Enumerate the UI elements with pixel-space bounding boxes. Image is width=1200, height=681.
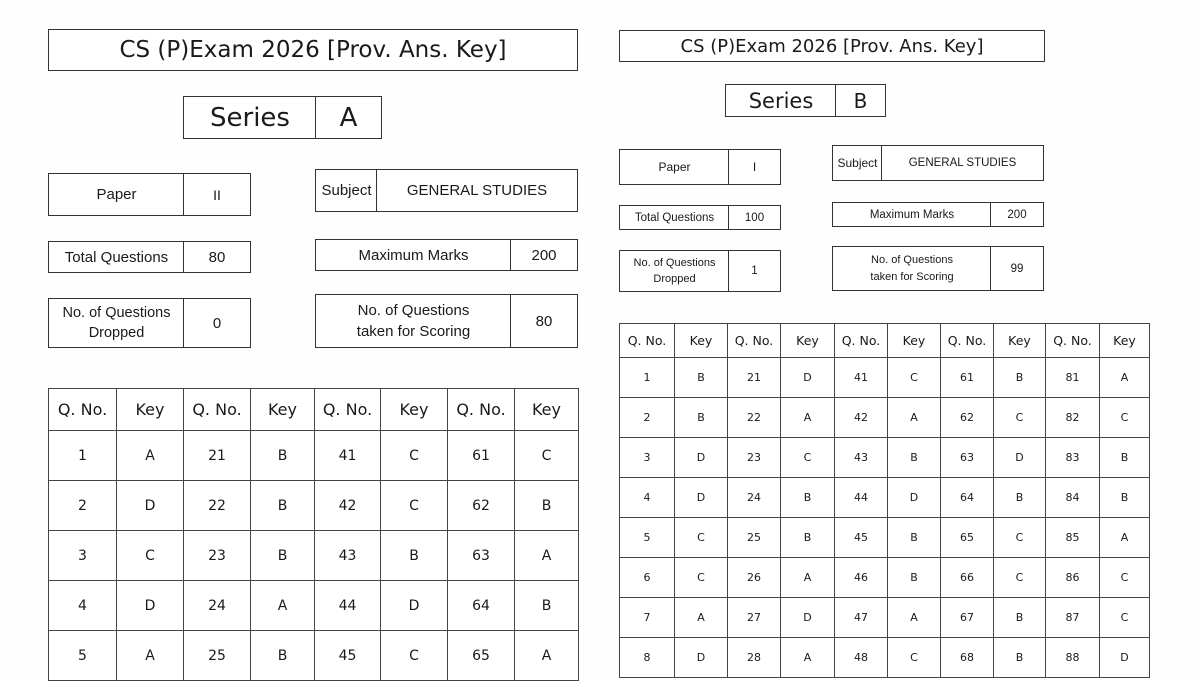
question-number-cell: 45: [315, 631, 381, 681]
table-row: [620, 438, 1150, 478]
series-a-scoring-label-text: No. of Questions taken for Scoring: [356, 302, 471, 340]
header-key: Key: [888, 324, 941, 358]
series-b-paper-value-text: I: [752, 160, 757, 174]
series-b-paper-label: [619, 149, 730, 185]
series-b-max-marks-label-text: Maximum Marks: [869, 208, 955, 221]
question-number-cell: 42: [835, 398, 888, 438]
question-number-cell: 42: [315, 481, 381, 531]
answer-key-cell: A: [1100, 358, 1150, 398]
series-a-scoring-value: [510, 294, 578, 348]
series-b-series-label: [725, 84, 837, 117]
series-b-dropped-label-text: No. of Questions Dropped: [633, 256, 716, 285]
series-b-total-questions-value-text: 100: [744, 211, 765, 224]
answer-key-cell: A: [1100, 518, 1150, 558]
series-b-max-marks-value-text: 200: [1007, 208, 1027, 221]
answer-key-cell: A: [781, 398, 835, 438]
answer-key-cell: B: [675, 358, 728, 398]
table-row: [620, 398, 1150, 438]
question-number-cell: 23: [728, 438, 781, 478]
answer-key-cell: D: [994, 438, 1046, 478]
series-a-max-marks-value: [510, 239, 578, 271]
series-a-dropped-value-text: 0: [212, 314, 222, 332]
question-number-cell: 3: [49, 531, 117, 581]
series-a-series-label: [183, 96, 317, 139]
answer-key-cell: B: [994, 358, 1046, 398]
question-number-cell: 5: [49, 631, 117, 681]
answer-key-cell: C: [381, 481, 448, 531]
answer-key-cell: A: [117, 631, 184, 681]
series-b-series-value: [835, 84, 886, 117]
series-a-answer-table: [48, 388, 579, 681]
question-number-cell: 5: [620, 518, 675, 558]
series-a-subject-label-text: Subject: [321, 182, 372, 199]
table-header-row: [620, 324, 1150, 358]
question-number-cell: 43: [315, 531, 381, 581]
series-a-total-questions-value-text: 80: [208, 248, 226, 266]
series-a-paper-value: [183, 173, 251, 216]
series-a-max-marks-value-text: 200: [531, 246, 557, 264]
question-number-cell: 21: [184, 431, 251, 481]
series-a-dropped-label-text: No. of Questions Dropped: [62, 304, 171, 341]
header-key: Key: [515, 389, 579, 431]
series-b-total-questions-label: [619, 205, 730, 230]
question-number-cell: 86: [1046, 558, 1100, 598]
answer-key-cell: B: [675, 398, 728, 438]
question-number-cell: 41: [315, 431, 381, 481]
answer-key-cell: B: [781, 478, 835, 518]
series-b-subject-label: [832, 145, 883, 181]
series-b-subject-value: [881, 145, 1044, 181]
series-a-total-questions-label: [48, 241, 185, 273]
question-number-cell: 87: [1046, 598, 1100, 638]
answer-key-cell: D: [675, 478, 728, 518]
table-row: [620, 598, 1150, 638]
answer-key-cell: B: [381, 531, 448, 581]
answer-key-cell: D: [117, 581, 184, 631]
question-number-cell: 82: [1046, 398, 1100, 438]
answer-key-cell: C: [781, 438, 835, 478]
question-number-cell: 24: [184, 581, 251, 631]
series-a-series-value-text: A: [339, 102, 358, 133]
answer-key-cell: C: [675, 518, 728, 558]
series-a-max-marks-label-text: Maximum Marks: [358, 246, 469, 264]
answer-key-cell: D: [675, 638, 728, 678]
header-question-no: Q. No.: [315, 389, 381, 431]
question-number-cell: 4: [49, 581, 117, 631]
answer-key-cell: B: [888, 558, 941, 598]
question-number-cell: 23: [184, 531, 251, 581]
series-a-dropped-label: [48, 298, 185, 348]
question-number-cell: 81: [1046, 358, 1100, 398]
series-b-max-marks-value: [990, 202, 1044, 227]
answer-key-cell: C: [888, 638, 941, 678]
question-number-cell: 7: [620, 598, 675, 638]
answer-key-cell: C: [675, 558, 728, 598]
answer-key-cell: A: [515, 631, 579, 681]
series-a-title-text: CS (P)Exam 2026 [Prov. Ans. Key]: [119, 37, 507, 63]
header-question-no: Q. No.: [835, 324, 888, 358]
answer-key-cell: B: [251, 631, 315, 681]
table-row: [49, 431, 579, 481]
question-number-cell: 28: [728, 638, 781, 678]
header-key: Key: [994, 324, 1046, 358]
question-number-cell: 1: [620, 358, 675, 398]
question-number-cell: 62: [941, 398, 994, 438]
question-number-cell: 88: [1046, 638, 1100, 678]
series-b-scoring-value: [990, 246, 1044, 291]
table-row: [620, 358, 1150, 398]
answer-key-cell: B: [515, 581, 579, 631]
answer-key-cell: B: [251, 531, 315, 581]
answer-key-cell: A: [515, 531, 579, 581]
answer-key-cell: B: [1100, 438, 1150, 478]
answer-key-cell: B: [994, 478, 1046, 518]
question-number-cell: 65: [941, 518, 994, 558]
question-number-cell: 8: [620, 638, 675, 678]
series-b-scoring-label: [832, 246, 992, 291]
table-row: [49, 581, 579, 631]
series-b-subject-value-text: GENERAL STUDIES: [908, 157, 1017, 169]
question-number-cell: 6: [620, 558, 675, 598]
series-a-series-value: [315, 96, 382, 139]
header-question-no: Q. No.: [184, 389, 251, 431]
answer-key-cell: B: [251, 431, 315, 481]
question-number-cell: 1: [49, 431, 117, 481]
answer-key-cell: B: [781, 518, 835, 558]
question-number-cell: 63: [941, 438, 994, 478]
series-b-dropped-label: [619, 250, 730, 292]
question-number-cell: 61: [448, 431, 515, 481]
header-question-no: Q. No.: [941, 324, 994, 358]
series-a-subject-value-text: GENERAL STUDIES: [406, 182, 548, 199]
question-number-cell: 83: [1046, 438, 1100, 478]
answer-key-cell: C: [1100, 558, 1150, 598]
question-number-cell: 66: [941, 558, 994, 598]
answer-key-cell: D: [117, 481, 184, 531]
series-a-paper-value-text: II: [213, 186, 221, 203]
question-number-cell: 63: [448, 531, 515, 581]
question-number-cell: 43: [835, 438, 888, 478]
series-b-subject-label-text: Subject: [837, 156, 878, 170]
table-row: [620, 558, 1150, 598]
answer-key-cell: C: [381, 631, 448, 681]
series-a-total-questions-value: [183, 241, 251, 273]
series-b-max-marks-label: [832, 202, 992, 227]
question-number-cell: 48: [835, 638, 888, 678]
series-a-table-body: [49, 389, 579, 681]
answer-key-cell: A: [781, 638, 835, 678]
series-b-series-label-text: Series: [748, 88, 814, 113]
question-number-cell: 44: [315, 581, 381, 631]
series-b-title-text: CS (P)Exam 2026 [Prov. Ans. Key]: [680, 35, 984, 57]
answer-key-cell: C: [381, 431, 448, 481]
answer-key-cell: C: [888, 358, 941, 398]
answer-key-cell: B: [1100, 478, 1150, 518]
series-b-paper-label-text: Paper: [658, 160, 691, 174]
question-number-cell: 25: [728, 518, 781, 558]
table-row: [49, 631, 579, 681]
answer-key-cell: A: [117, 431, 184, 481]
series-a-subject-value: [376, 169, 578, 212]
series-b-dropped-value-text: 1: [751, 265, 758, 277]
question-number-cell: 22: [184, 481, 251, 531]
header-question-no: Q. No.: [620, 324, 675, 358]
question-number-cell: 45: [835, 518, 888, 558]
question-number-cell: 44: [835, 478, 888, 518]
question-number-cell: 22: [728, 398, 781, 438]
series-a-total-questions-label-text: Total Questions: [64, 248, 169, 266]
series-a-dropped-value: [183, 298, 251, 348]
question-number-cell: 85: [1046, 518, 1100, 558]
answer-key-cell: B: [515, 481, 579, 531]
table-row: [620, 518, 1150, 558]
question-number-cell: 4: [620, 478, 675, 518]
question-number-cell: 2: [620, 398, 675, 438]
answer-key-cell: C: [994, 398, 1046, 438]
header-question-no: Q. No.: [448, 389, 515, 431]
series-a-paper-label-text: Paper: [96, 186, 137, 203]
question-number-cell: 62: [448, 481, 515, 531]
answer-key-cell: D: [888, 478, 941, 518]
header-key: Key: [675, 324, 728, 358]
series-b-dropped-value: [728, 250, 781, 292]
series-b-title: [619, 30, 1045, 62]
answer-key-cell: A: [888, 598, 941, 638]
series-b-paper-value: [728, 149, 781, 185]
series-a-scoring-value-text: 80: [535, 312, 553, 330]
answer-key-cell: C: [994, 558, 1046, 598]
answer-key-cell: D: [781, 358, 835, 398]
table-row: [620, 478, 1150, 518]
header-question-no: Q. No.: [728, 324, 781, 358]
answer-key-cell: A: [888, 398, 941, 438]
table-row: [620, 638, 1150, 678]
question-number-cell: 65: [448, 631, 515, 681]
question-number-cell: 26: [728, 558, 781, 598]
answer-key-cell: D: [781, 598, 835, 638]
table-row: [49, 531, 579, 581]
header-key: Key: [1100, 324, 1150, 358]
question-number-cell: 46: [835, 558, 888, 598]
series-b-answer-table: [619, 323, 1150, 678]
table-header-row: [49, 389, 579, 431]
question-number-cell: 27: [728, 598, 781, 638]
header-question-no: Q. No.: [1046, 324, 1100, 358]
question-number-cell: 24: [728, 478, 781, 518]
answer-key-cell: A: [781, 558, 835, 598]
answer-key-cell: D: [381, 581, 448, 631]
answer-key-cell: C: [1100, 598, 1150, 638]
question-number-cell: 64: [941, 478, 994, 518]
series-a-max-marks-label: [315, 239, 512, 271]
question-number-cell: 47: [835, 598, 888, 638]
question-number-cell: 21: [728, 358, 781, 398]
series-b-total-questions-value: [728, 205, 781, 230]
answer-key-cell: B: [994, 598, 1046, 638]
header-key: Key: [251, 389, 315, 431]
answer-key-cell: B: [888, 438, 941, 478]
series-a-scoring-label: [315, 294, 512, 348]
question-number-cell: 68: [941, 638, 994, 678]
question-number-cell: 64: [448, 581, 515, 631]
answer-key-cell: B: [888, 518, 941, 558]
header-question-no: Q. No.: [49, 389, 117, 431]
series-b-series-value-text: B: [853, 88, 868, 113]
series-b-scoring-value-text: 99: [1010, 262, 1024, 275]
series-a-paper-label: [48, 173, 185, 216]
header-key: Key: [117, 389, 184, 431]
question-number-cell: 84: [1046, 478, 1100, 518]
answer-key-cell: C: [1100, 398, 1150, 438]
question-number-cell: 61: [941, 358, 994, 398]
question-number-cell: 3: [620, 438, 675, 478]
answer-key-cell: C: [994, 518, 1046, 558]
table-row: [49, 481, 579, 531]
answer-key-cell: B: [994, 638, 1046, 678]
header-key: Key: [781, 324, 835, 358]
answer-key-cell: C: [515, 431, 579, 481]
series-a-subject-label: [315, 169, 378, 212]
series-a-series-label-text: Series: [210, 102, 290, 133]
question-number-cell: 25: [184, 631, 251, 681]
answer-key-cell: C: [117, 531, 184, 581]
series-b-table-body: [620, 324, 1150, 678]
header-key: Key: [381, 389, 448, 431]
answer-key-cell: A: [251, 581, 315, 631]
series-a-title: [48, 29, 578, 71]
question-number-cell: 67: [941, 598, 994, 638]
question-number-cell: 2: [49, 481, 117, 531]
question-number-cell: 41: [835, 358, 888, 398]
series-b-total-questions-label-text: Total Questions: [634, 211, 715, 224]
answer-key-cell: D: [1100, 638, 1150, 678]
answer-key-cell: A: [675, 598, 728, 638]
answer-key-cell: B: [251, 481, 315, 531]
answer-key-cell: D: [675, 438, 728, 478]
series-b-scoring-label-text: No. of Questions taken for Scoring: [870, 254, 954, 283]
